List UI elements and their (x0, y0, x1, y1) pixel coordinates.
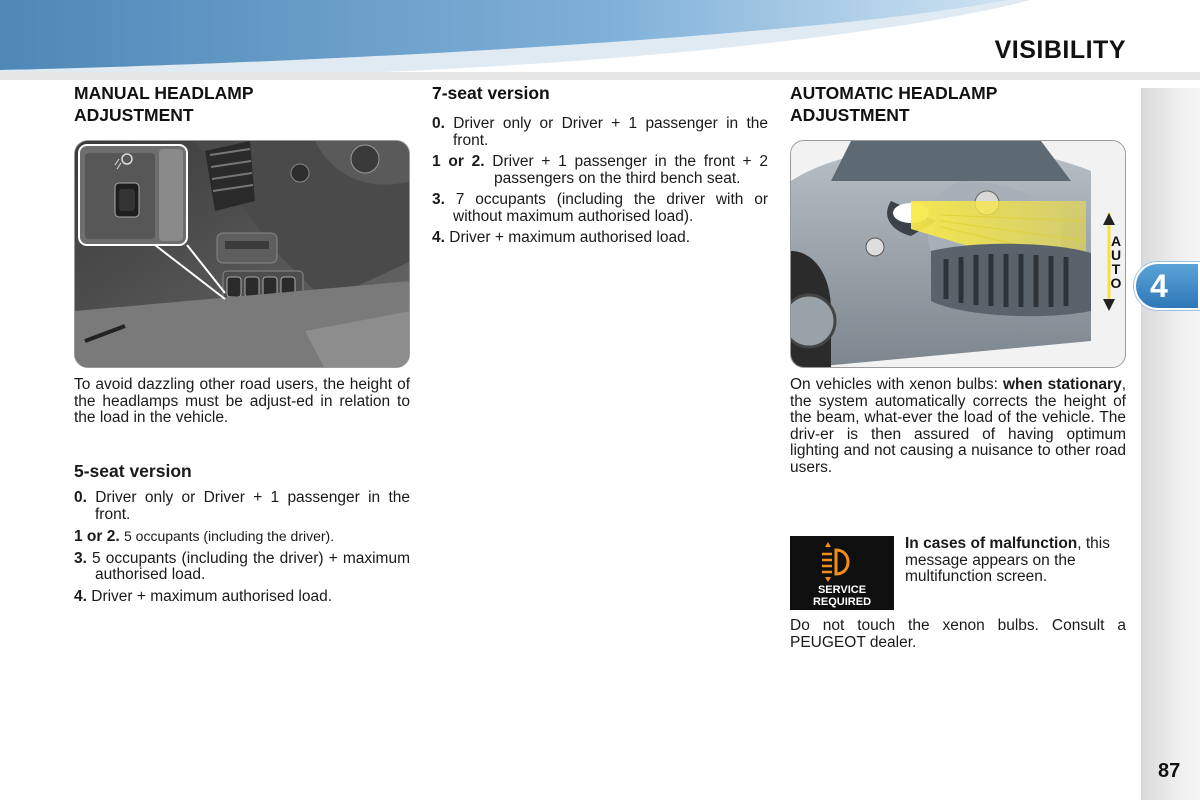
list-item: 1 or 2. 5 occupants (including the driver). (74, 528, 335, 545)
manual-title-line1: MANUAL HEADLAMP (74, 83, 254, 103)
chapter-rail (1141, 88, 1200, 800)
car-front-illustration (790, 140, 1126, 368)
section-title: VISIBILITY (994, 36, 1126, 64)
page-number: 87 (1158, 760, 1181, 782)
headlamp-level-warning-icon (790, 536, 894, 584)
automatic-title (790, 82, 1126, 126)
manual-adjustment-column (74, 82, 410, 610)
closing-advice: Do not touch the xenon bulbs. Consult a PEUGEOT dealer. (790, 617, 1126, 651)
automatic-body: On vehicles with xenon bulbs: when stationary, the system automatically corrects the height of the beam, what-ever the load of the vehicle. The driv-er is then assured of having optimum lighting and not causing a nuisance to other road users. (790, 376, 1126, 476)
auto-label: AUTO (1110, 233, 1122, 291)
five-seat-list (74, 490, 410, 605)
list-item: 3. 5 occupants (including the driver) + maximum authorised load. (74, 549, 410, 583)
list-item: 0. Driver only or Driver + 1 passenger in the front. (74, 489, 410, 523)
list-item: 1 or 2. Driver + 1 passenger in the front + 2 passengers on the third bench seat. (432, 153, 768, 187)
seven-seat-column (432, 82, 768, 252)
list-item: 3. 7 occupants (including the driver with or without maximum authorised load). (432, 191, 768, 225)
list-item: 0. Driver only or Driver + 1 passenger in the front. (432, 115, 768, 149)
dashboard-illustration (74, 140, 410, 368)
seven-seat-list (432, 116, 768, 247)
malfunction-text: In cases of malfunction, this message appears on the multifunction screen. (905, 535, 1110, 585)
malfunction-notice (790, 536, 1126, 610)
manual-title-line2: ADJUSTMENT (74, 105, 194, 125)
automatic-title-line2: ADJUSTMENT (790, 105, 910, 125)
list-item: 4. Driver + maximum authorised load. (74, 587, 333, 605)
automatic-title-line1: AUTOMATIC HEADLAMP (790, 83, 998, 103)
automatic-adjustment-column (790, 82, 1126, 651)
five-seat-heading: 5-seat version (74, 460, 192, 481)
service-required-display (790, 536, 894, 610)
manual-intro: To avoid dazzling other road users, the height of the headlamps must be adjust-ed in relation to the load in the vehicle. (74, 376, 410, 426)
service-required-text: SERVICE REQUIRED (812, 584, 872, 608)
manual-title (74, 82, 410, 126)
seven-seat-heading: 7-seat version (432, 83, 550, 103)
chapter-number: 4 (1150, 268, 1168, 304)
list-item: 4. Driver + maximum authorised load. (432, 229, 691, 246)
